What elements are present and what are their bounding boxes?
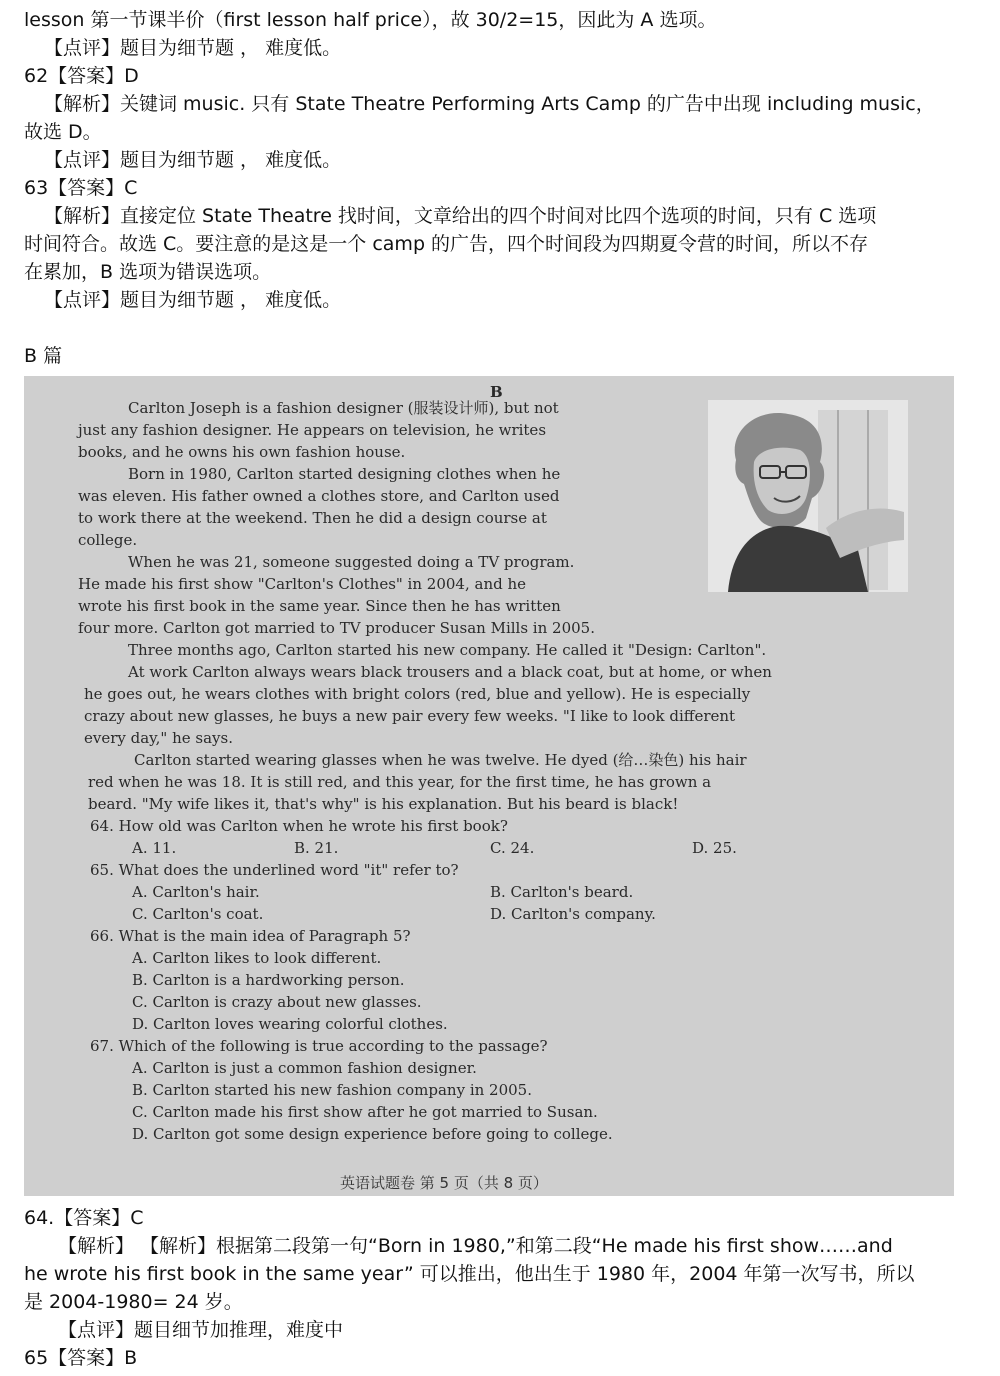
q67-option: B. Carlton started his new fashion company in 2005. xyxy=(132,1081,532,1099)
answer-line: 64.【答案】C xyxy=(24,1207,144,1229)
q66-option: B. Carlton is a hardworking person. xyxy=(132,971,405,989)
passage-line: At work Carlton always wears black trousers and a black coat, but at home, or when xyxy=(128,663,772,681)
q64-option: C. 24. xyxy=(490,839,535,857)
q65-option: A. Carlton's hair. xyxy=(132,883,260,901)
answer-line: 63【答案】C xyxy=(24,177,138,199)
analysis-line: 【解析】 【解析】根据第二段第一句“Born in 1980,”和第二段“He made his first show……and xyxy=(58,1235,893,1257)
question-65: 65. What does the underlined word "it" refer to? xyxy=(90,861,459,879)
q65-option: C. Carlton's coat. xyxy=(132,905,264,923)
passage-line: Born in 1980, Carlton started designing clothes when he xyxy=(128,465,561,483)
exam-page-footer: 英语试题卷 第 5 页（共 8 页） xyxy=(340,1174,548,1192)
portrait-drawing xyxy=(708,400,908,592)
passage-line: he goes out, he wears clothes with bright colors (red, blue and yellow). He is especially xyxy=(84,685,751,703)
question-66: 66. What is the main idea of Paragraph 5? xyxy=(90,927,411,945)
passage-line: books, and he owns his own fashion house. xyxy=(78,443,406,461)
q65-option: B. Carlton's beard. xyxy=(490,883,634,901)
q65-option: D. Carlton's company. xyxy=(490,905,656,923)
q66-option: A. Carlton likes to look different. xyxy=(132,949,382,967)
comment-line: 【点评】题目为细节题 ， 难度低。 xyxy=(44,289,342,311)
passage-title: B xyxy=(490,383,503,401)
answer-line: 62【答案】D xyxy=(24,65,139,87)
passage-line: When he was 21, someone suggested doing a TV program. xyxy=(128,553,575,571)
text-line: he wrote his first book in the same year” 可以推出，他出生于 1980 年，2004 年第一次写书，所以 xyxy=(24,1263,915,1285)
passage-line: to work there at the weekend. Then he did a design course at xyxy=(78,509,547,527)
text-line: 故选 D。 xyxy=(24,121,102,143)
passage-line: every day," he says. xyxy=(84,729,233,747)
analysis-line: 【解析】直接定位 State Theatre 找时间，文章给出的四个时间对比四个选项的时间，只有 C 选项 xyxy=(44,205,877,227)
text-line: 时间符合。故选 C。要注意的是这是一个 camp 的广告，四个时间段为四期夏令营的时间，所以不存 xyxy=(24,233,869,255)
q64-option: B. 21. xyxy=(294,839,339,857)
section-heading: B 篇 xyxy=(24,345,63,367)
text-line: 在累加，B 选项为错误选项。 xyxy=(24,261,272,283)
comment-line: 【点评】题目为细节题 ， 难度低。 xyxy=(44,37,342,59)
passage-line: beard. "My wife likes it, that's why" is his explanation. But his beard is black! xyxy=(88,795,679,813)
passage-line: four more. Carlton got married to TV producer Susan Mills in 2005. xyxy=(78,619,595,637)
passage-line: crazy about new glasses, he buys a new pair every few weeks. "I like to look different xyxy=(84,707,736,725)
comment-line: 【点评】题目为细节题 ， 难度低。 xyxy=(44,149,342,171)
text-line: lesson 第一节课半价（first lesson half price），故 30/2=15，因此为 A 选项。 xyxy=(24,9,717,31)
question-67: 67. Which of the following is true according to the passage? xyxy=(90,1037,548,1055)
passage-line: red when he was 18. It is still red, and this year, for the first time, he has grown a xyxy=(88,773,712,791)
q64-option: D. 25. xyxy=(692,839,737,857)
comment-line: 【点评】题目细节加推理，难度中 xyxy=(58,1319,344,1341)
passage-line: college. xyxy=(78,531,138,549)
answer-line: 65【答案】B xyxy=(24,1347,138,1369)
carlton-portrait-illustration xyxy=(708,400,908,592)
passage-line: just any fashion designer. He appears on television, he writes xyxy=(78,421,547,439)
passage-line: was eleven. His father owned a clothes store, and Carlton used xyxy=(78,487,560,505)
q67-option: D. Carlton got some design experience before going to college. xyxy=(132,1125,613,1143)
q66-option: D. Carlton loves wearing colorful clothes. xyxy=(132,1015,448,1033)
passage-line: Carlton Joseph is a fashion designer (服装设计师), but not xyxy=(128,399,559,417)
passage-line: Three months ago, Carlton started his new company. He called it "Design: Carlton". xyxy=(128,641,767,659)
text-line: 是 2004-1980= 24 岁。 xyxy=(24,1291,243,1313)
analysis-line: 【解析】关键词 music. 只有 State Theatre Performing Arts Camp 的广告中出现 including music， xyxy=(44,93,935,115)
passage-line: Carlton started wearing glasses when he was twelve. He dyed (给…染色) his hair xyxy=(134,751,747,769)
q67-option: C. Carlton made his first show after he got married to Susan. xyxy=(132,1103,598,1121)
q64-option: A. 11. xyxy=(132,839,177,857)
q67-option: A. Carlton is just a common fashion designer. xyxy=(132,1059,477,1077)
question-64: 64. How old was Carlton when he wrote his first book? xyxy=(90,817,508,835)
passage-line: He made his first show "Carlton's Clothes" in 2004, and he xyxy=(78,575,527,593)
passage-line: wrote his first book in the same year. Since then he has written xyxy=(78,597,561,615)
q66-option: C. Carlton is crazy about new glasses. xyxy=(132,993,422,1011)
